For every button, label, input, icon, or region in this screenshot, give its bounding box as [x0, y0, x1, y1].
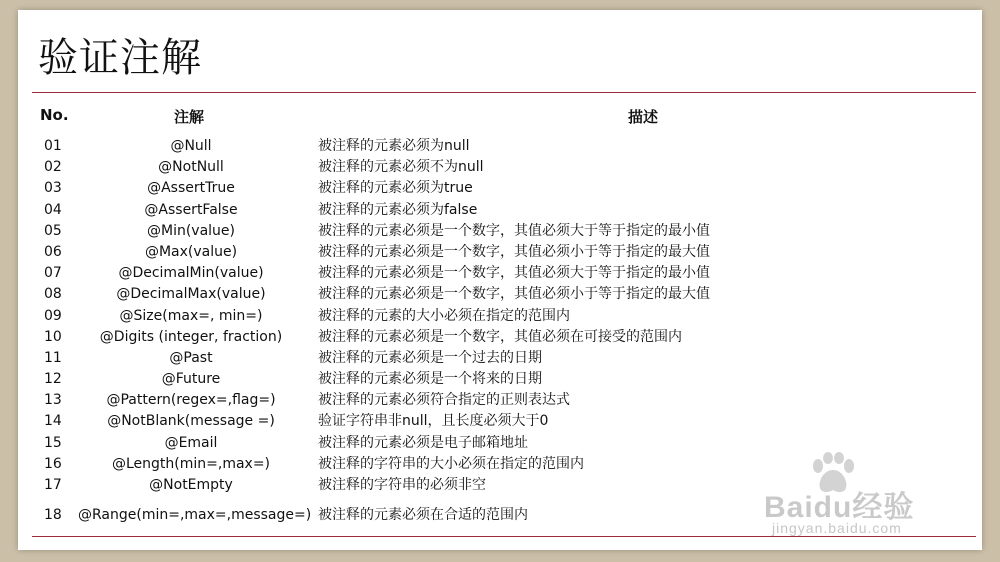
table-row	[18, 200, 982, 221]
row-annotation: @Digits (integer, fraction)	[99, 328, 283, 345]
table-row	[18, 433, 982, 454]
row-annotation: @DecimalMax(value)	[116, 286, 266, 303]
row-no: 13	[44, 392, 62, 409]
row-annotation: @Pattern(regex=,flag=)	[106, 392, 276, 409]
row-description: 被注释的元素必须不为null	[318, 159, 484, 176]
row-no: 09	[44, 307, 62, 324]
row-description: 被注释的元素必须符合指定的正则表达式	[318, 392, 570, 409]
row-no: 05	[44, 222, 62, 239]
watermark-url: jingyan.baidu.com	[772, 520, 902, 536]
row-annotation: @Size(max=, min=)	[119, 307, 263, 324]
row-description: 被注释的元素必须是一个过去的日期	[318, 349, 542, 366]
table-row	[18, 221, 982, 242]
row-description: 被注释的元素必须为null	[318, 138, 470, 154]
row-description: 被注释的元素必须为true	[318, 180, 473, 197]
row-annotation: @Future	[161, 371, 221, 388]
row-description: 被注释的元素必须是一个数字，其值必须大于等于指定的最小值	[318, 265, 710, 282]
row-no: 10	[44, 328, 62, 345]
header-no: No.	[40, 106, 69, 124]
row-description: 被注释的元素的大小必须在指定的范围内	[318, 307, 570, 324]
row-description: 被注释的元素必须是一个数字，其值必须在可接受的范围内	[318, 328, 682, 345]
row-no: 02	[44, 159, 62, 176]
row-no: 12	[44, 371, 62, 388]
row-no: 03	[44, 180, 62, 197]
row-no: 16	[44, 455, 62, 472]
row-no: 14	[44, 413, 62, 430]
row-description: 被注释的元素必须是一个数字，其值必须大于等于指定的最小值	[318, 222, 710, 239]
table-row	[18, 136, 982, 157]
row-no: 06	[44, 243, 62, 260]
header-description: 描述	[628, 108, 659, 126]
row-annotation: @NotEmpty	[149, 477, 233, 493]
row-description: 被注释的字符串的必须非空	[318, 477, 486, 493]
table-row	[18, 284, 982, 305]
row-annotation: @Range(min=,max=,message=)	[78, 507, 312, 524]
top-divider	[32, 92, 976, 93]
row-description: 被注释的元素必须是一个将来的日期	[318, 371, 542, 388]
row-annotation: @NotNull	[158, 159, 224, 176]
row-description: 被注释的元素必须为false	[318, 201, 478, 218]
row-description: 验证字符串非null，且长度必须大于0	[318, 413, 549, 430]
row-annotation: @Email	[164, 434, 218, 451]
table-row	[18, 390, 982, 411]
row-no: 08	[44, 286, 62, 303]
row-description: 被注释的元素必须在合适的范围内	[318, 507, 528, 524]
baidu-jingyan-watermark	[748, 452, 978, 544]
row-annotation: @Length(min=,max=)	[111, 455, 271, 472]
row-description: 被注释的元素必须是一个数字，其值必须小于等于指定的最大值	[318, 243, 710, 260]
table-row	[18, 242, 982, 263]
slide-title: 验证注解	[38, 35, 202, 81]
watermark-brand: Baidu经验	[764, 491, 915, 524]
row-no: 15	[44, 434, 62, 451]
table-row	[18, 263, 982, 284]
row-no: 11	[44, 349, 62, 366]
row-no: 01	[44, 138, 62, 154]
header-annotation: 注解	[174, 108, 205, 126]
table-row	[18, 306, 982, 327]
table-row	[18, 157, 982, 178]
row-annotation: @AssertFalse	[144, 201, 238, 218]
row-annotation: @AssertTrue	[147, 180, 235, 197]
row-description: 被注释的元素必须是一个数字，其值必须小于等于指定的最大值	[318, 286, 710, 303]
row-annotation: @DecimalMin(value)	[118, 265, 264, 282]
table-row	[18, 411, 982, 432]
row-description: 被注释的字符串的大小必须在指定的范围内	[318, 455, 584, 472]
table-row	[18, 178, 982, 199]
row-annotation: @Past	[169, 349, 213, 366]
row-no: 17	[44, 477, 62, 493]
row-no: 04	[44, 201, 62, 218]
row-annotation: @NotBlank(message =)	[107, 413, 275, 430]
row-no: 07	[44, 265, 62, 282]
row-annotation: @Min(value)	[146, 222, 235, 239]
row-no: 18	[44, 507, 62, 524]
table-row	[18, 327, 982, 348]
table-row	[18, 348, 982, 369]
row-description: 被注释的元素必须是电子邮箱地址	[318, 434, 528, 451]
row-annotation: @Max(value)	[144, 243, 238, 260]
table-row	[18, 369, 982, 390]
row-annotation: @Null	[170, 138, 212, 154]
